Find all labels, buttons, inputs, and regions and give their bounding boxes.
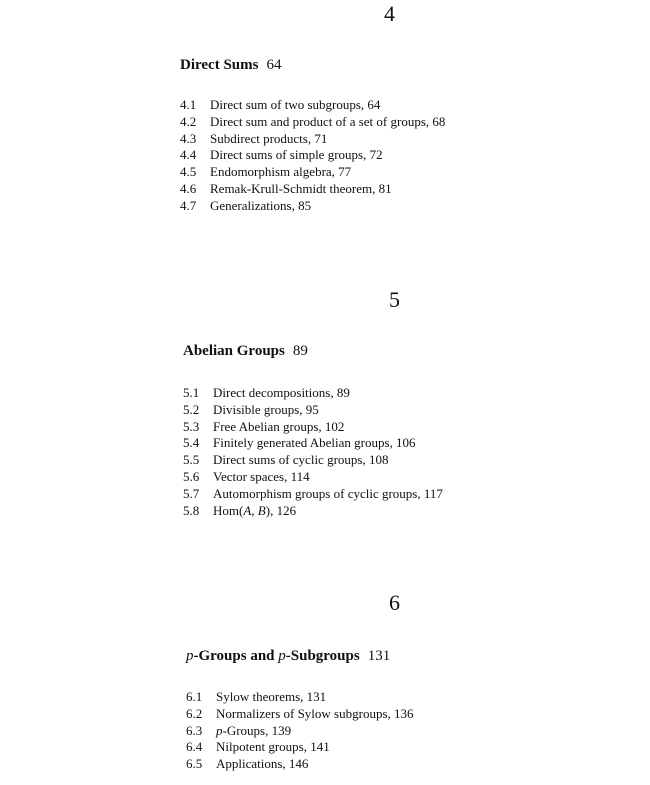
section-number: 4.4 — [180, 147, 197, 163]
section-number: 5.1 — [183, 385, 200, 400]
section-text-part: Hom( — [213, 502, 244, 518]
section-number: 5.5 — [183, 452, 200, 468]
section-text-italic: B — [257, 502, 266, 518]
section-item — [183, 435, 443, 452]
section-text-part: ), 126 — [265, 502, 297, 518]
section-text — [213, 503, 296, 518]
section-item — [180, 181, 445, 198]
chapter-page: 89 — [292, 343, 308, 359]
section-number: 4.7 — [180, 197, 197, 213]
section-number: 6.2 — [186, 705, 203, 721]
section-text-part: -Groups, 139 — [222, 722, 292, 738]
section-item — [183, 503, 443, 520]
section-item — [180, 114, 445, 131]
section-text: Sylow theorems, 131 — [216, 689, 327, 704]
section-text: Direct sums of cyclic groups, 108 — [213, 452, 389, 468]
section-list — [183, 385, 443, 519]
section-text: Vector spaces, 114 — [213, 468, 310, 484]
section-item — [180, 164, 445, 181]
section-text: Remak-Krull-Schmidt theorem, 81 — [210, 180, 392, 196]
section-text: Automorphism groups of cyclic groups, 117 — [213, 485, 443, 501]
section-item — [183, 402, 443, 419]
section-number: 6.3 — [186, 722, 203, 738]
chapter-title — [186, 647, 390, 665]
section-text: Generalizations, 85 — [210, 197, 312, 213]
section-number: 4.2 — [180, 113, 197, 129]
section-number: 6.4 — [186, 739, 203, 755]
section-text — [216, 723, 291, 738]
chapter-title — [183, 342, 308, 360]
section-number: 5.8 — [183, 502, 200, 518]
section-item — [183, 452, 443, 469]
section-list — [180, 97, 445, 215]
section-text: Endomorphism algebra, 77 — [210, 164, 352, 180]
section-number: 4.1 — [180, 97, 197, 112]
chapter-title-text — [186, 648, 360, 664]
section-item — [180, 198, 445, 215]
section-item — [183, 486, 443, 503]
section-text: Divisible groups, 95 — [213, 401, 319, 417]
section-item — [186, 689, 414, 706]
section-item — [180, 147, 445, 164]
chapter-title-italic: p — [278, 648, 286, 664]
section-text-italic: p — [216, 722, 223, 738]
chapter-title-part: -Groups and — [193, 648, 279, 664]
section-item — [186, 756, 414, 773]
section-item — [186, 723, 414, 740]
section-text: Normalizers of Sylow subgroups, 136 — [216, 705, 414, 721]
section-item — [180, 97, 445, 114]
chapter-title-part: -Subgroups — [285, 648, 360, 664]
section-item — [186, 739, 414, 756]
section-number: 6.5 — [186, 756, 203, 772]
chapter-number: 6 — [389, 590, 400, 615]
section-text-part: , — [251, 502, 258, 518]
section-text-italic: A — [243, 502, 252, 518]
section-item — [183, 419, 443, 436]
section-number: 4.5 — [180, 164, 197, 180]
chapter-title-text: Abelian Groups — [183, 343, 285, 359]
chapter-page: 131 — [367, 648, 391, 664]
chapter-title — [180, 56, 281, 74]
section-number: 4.6 — [180, 180, 197, 196]
section-text: Nilpotent groups, 141 — [216, 739, 330, 755]
section-number: 6.1 — [186, 689, 203, 704]
section-item — [180, 131, 445, 148]
chapter-title-italic: p — [186, 648, 194, 664]
section-list — [186, 689, 414, 773]
chapter-number: 5 — [389, 287, 400, 312]
chapter-page: 64 — [266, 57, 282, 73]
section-text: Free Abelian groups, 102 — [213, 418, 345, 434]
section-number: 5.4 — [183, 435, 200, 451]
chapter-number: 4 — [384, 1, 395, 26]
section-text: Subdirect products, 71 — [210, 130, 328, 146]
section-text: Applications, 146 — [216, 756, 309, 772]
section-item — [186, 706, 414, 723]
chapter-title-text: Direct Sums — [180, 57, 259, 73]
section-number: 5.7 — [183, 485, 200, 501]
section-text: Direct sum and product of a set of groups, 68 — [210, 113, 446, 129]
section-text: Finitely generated Abelian groups, 106 — [213, 435, 416, 451]
section-text: Direct sums of simple groups, 72 — [210, 147, 383, 163]
section-number: 5.2 — [183, 401, 200, 417]
section-number: 5.6 — [183, 468, 200, 484]
section-item — [183, 469, 443, 486]
section-text: Direct sum of two subgroups, 64 — [210, 97, 381, 112]
section-text: Direct decompositions, 89 — [213, 385, 350, 400]
section-number: 5.3 — [183, 418, 200, 434]
section-item — [183, 385, 443, 402]
section-number: 4.3 — [180, 130, 197, 146]
